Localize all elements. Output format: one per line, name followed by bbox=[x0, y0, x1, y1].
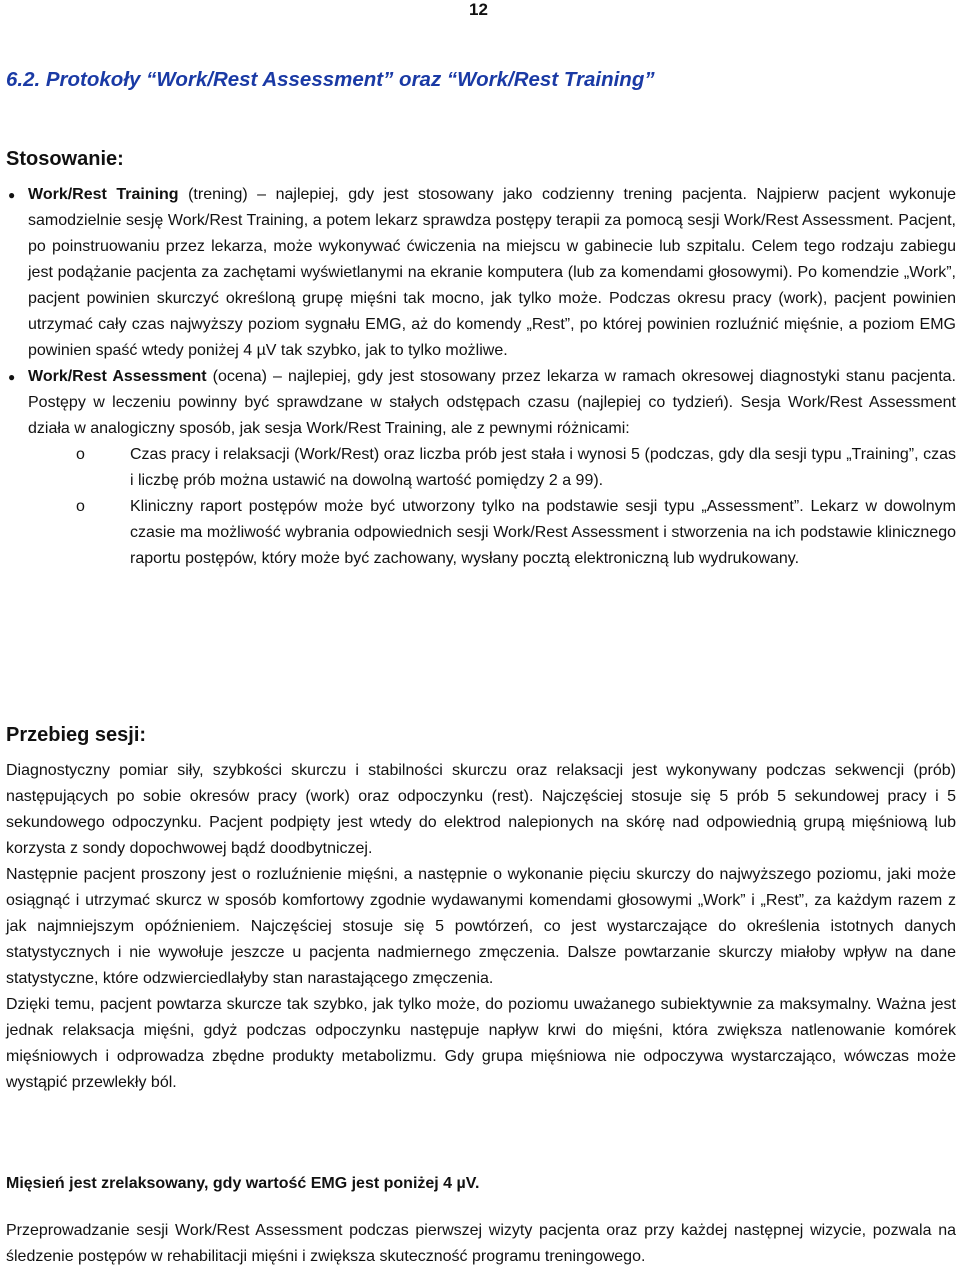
usage-list bbox=[6, 182, 956, 572]
bold-statement: Mięsień jest zrelaksowany, gdy wartość EMG jest poniżej 4 µV. bbox=[6, 1175, 480, 1192]
paragraph: Diagnostyczny pomiar siły, szybkości skurczu i stabilności skurczu oraz relaksacji jest wykonywany podczas sekwencji (prób) następujących po sobie okresów pracy (work) oraz odpoczynku (rest). Najczęściej stosuje się 5 prób 5 sekundowej pracy i 5 sekundowego odpoczynku. Pacjent podpięty jest wtedy do elektrod nalepionych na skórę nad odpowiednią grupą mięśniową lub korzysta z sondy dopochwowej bądź doodbytniczej. bbox=[6, 762, 956, 857]
sub-item-text: Kliniczny raport postępów może być utworzony tylko na podstawie sesji typu „Assessment”. Lekarz w dowolnym czasie ma możliwość wybrania odpowiednich sesji Work/Rest Assessment i stworzenia na ich podstawie klinicznego raportu postępów, który może być zachowany, wysłany pocztą elektroniczną lub wydrukowany. bbox=[130, 498, 956, 567]
paragraph: Dzięki temu, pacjent powtarza skurcze tak szybko, jak tylko może, do poziomu uważanego subiektywnie za maksymalny. Ważna jest jednak relaksacja mięśni, gdyż podczas odpoczynku następuje napływ krwi do mięśni, która zwiększa natlenowanie komórek mięśniowych i odprowadza zbędne produkty metabolizmu. Gdy grupa mięśniowa nie odpoczywa wystarczająco, wówczas może wystąpić przewlekły ból. bbox=[6, 996, 956, 1091]
paragraph: Następnie pacjent proszony jest o rozluźnienie mięśni, a następnie o wykonanie pięciu skurczy do najwyższego poziomu, jaki może osiągnąć i utrzymać skurcz w sposób komfortowy zgodnie wydawanymi komendami głosowymi „Work” i „Rest”, za każdym razem z jak najmniejszym opóźnieniem. Najczęściej stosuje się 5 powtórzeń, co jest wystarczające do określenia istotnych danych statystycznych i nie wywołuje jeszcze u pacjenta nadmiernego zmęczenia. Dalsze powtarzanie skurczy miałoby wpływ na dane statystyczne, które odzwierciedlałyby stan narastającego zmęczenia. bbox=[6, 866, 956, 987]
bullet-text: (ocena) – najlepiej, gdy jest stosowany przez lekarza w ramach okresowej diagnostyki stanu pacjenta. Postępy w leczeniu powinny być sprawdzane w stałych odstępach czasu (najlepiej co tydzień). Sesja Work/Rest Assessment działa w analogiczny sposób, jak sesja Work/Rest Training, ale z pewnymi różnicami: bbox=[28, 368, 956, 437]
bullet-text: (trening) – najlepiej, gdy jest stosowany jako codzienny trening pacjenta. Najpierw pacjent wykonuje samodzielnie sesję Work/Rest Training, a potem lekarz sprawdza postępy terapii za pomocą sesji Work/Rest Assessment. Pacjent, po poinstruowaniu przez lekarza, może wykonywać ćwiczenia na miejscu w gabinecie lub szpitalu. Celem tego rodzaju zabiegu jest podążanie pacjenta za zachętami wyświetlanymi na ekranie komputera (lub za komendami głosowymi). Po komendzie „Work”, pacjent powinien skurczyć określoną grupę mięśni tak mocno, jak tylko może. Podczas okresu pracy (work), pacjent powinien utrzymać cały czas najwyższy poziom sygnału EMG, aż do komendy „Rest”, po której powinien rozluźnić mięśnie, a poziom EMG powinien spaść wtedy poniżej 4 µV tak szybko, jak to tylko możliwe. bbox=[28, 186, 956, 359]
usage-heading: Stosowanie: bbox=[6, 148, 124, 170]
page-number: 12 bbox=[469, 0, 488, 19]
list-item bbox=[6, 364, 956, 572]
term-work-rest-assessment: Work/Rest Assessment bbox=[28, 368, 207, 385]
closing-paragraph-block bbox=[6, 1218, 956, 1270]
section-title: 6.2. Protokoły “Work/Rest Assessment” oraz “Work/Rest Training” bbox=[6, 68, 655, 91]
sub-list-item bbox=[28, 494, 956, 572]
paragraph: Przeprowadzanie sesji Work/Rest Assessment podczas pierwszej wizyty pacjenta oraz przy każdej następnej wizycie, pozwala na śledzenie postępów w rehabilitacji mięśni i zwiększa skuteczność programu treningowego. bbox=[6, 1222, 956, 1265]
bullet-icon: ● bbox=[8, 188, 16, 202]
bullet-icon: ● bbox=[8, 370, 16, 384]
sub-list bbox=[28, 442, 956, 572]
list-item bbox=[6, 182, 956, 364]
session-body bbox=[6, 758, 956, 1096]
circle-bullet-icon: o bbox=[76, 446, 85, 463]
circle-bullet-icon: o bbox=[76, 498, 85, 515]
sub-list-item bbox=[28, 442, 956, 494]
term-work-rest-training: Work/Rest Training bbox=[28, 186, 179, 203]
sub-item-text: Czas pracy i relaksacji (Work/Rest) oraz liczba prób jest stała i wynosi 5 (podczas, gdy dla sesji typu „Training”, czas i liczbę prób można ustawić na dowolną wartość pomiędzy 2 a 99). bbox=[130, 446, 956, 489]
session-heading: Przebieg sesji: bbox=[6, 724, 147, 746]
